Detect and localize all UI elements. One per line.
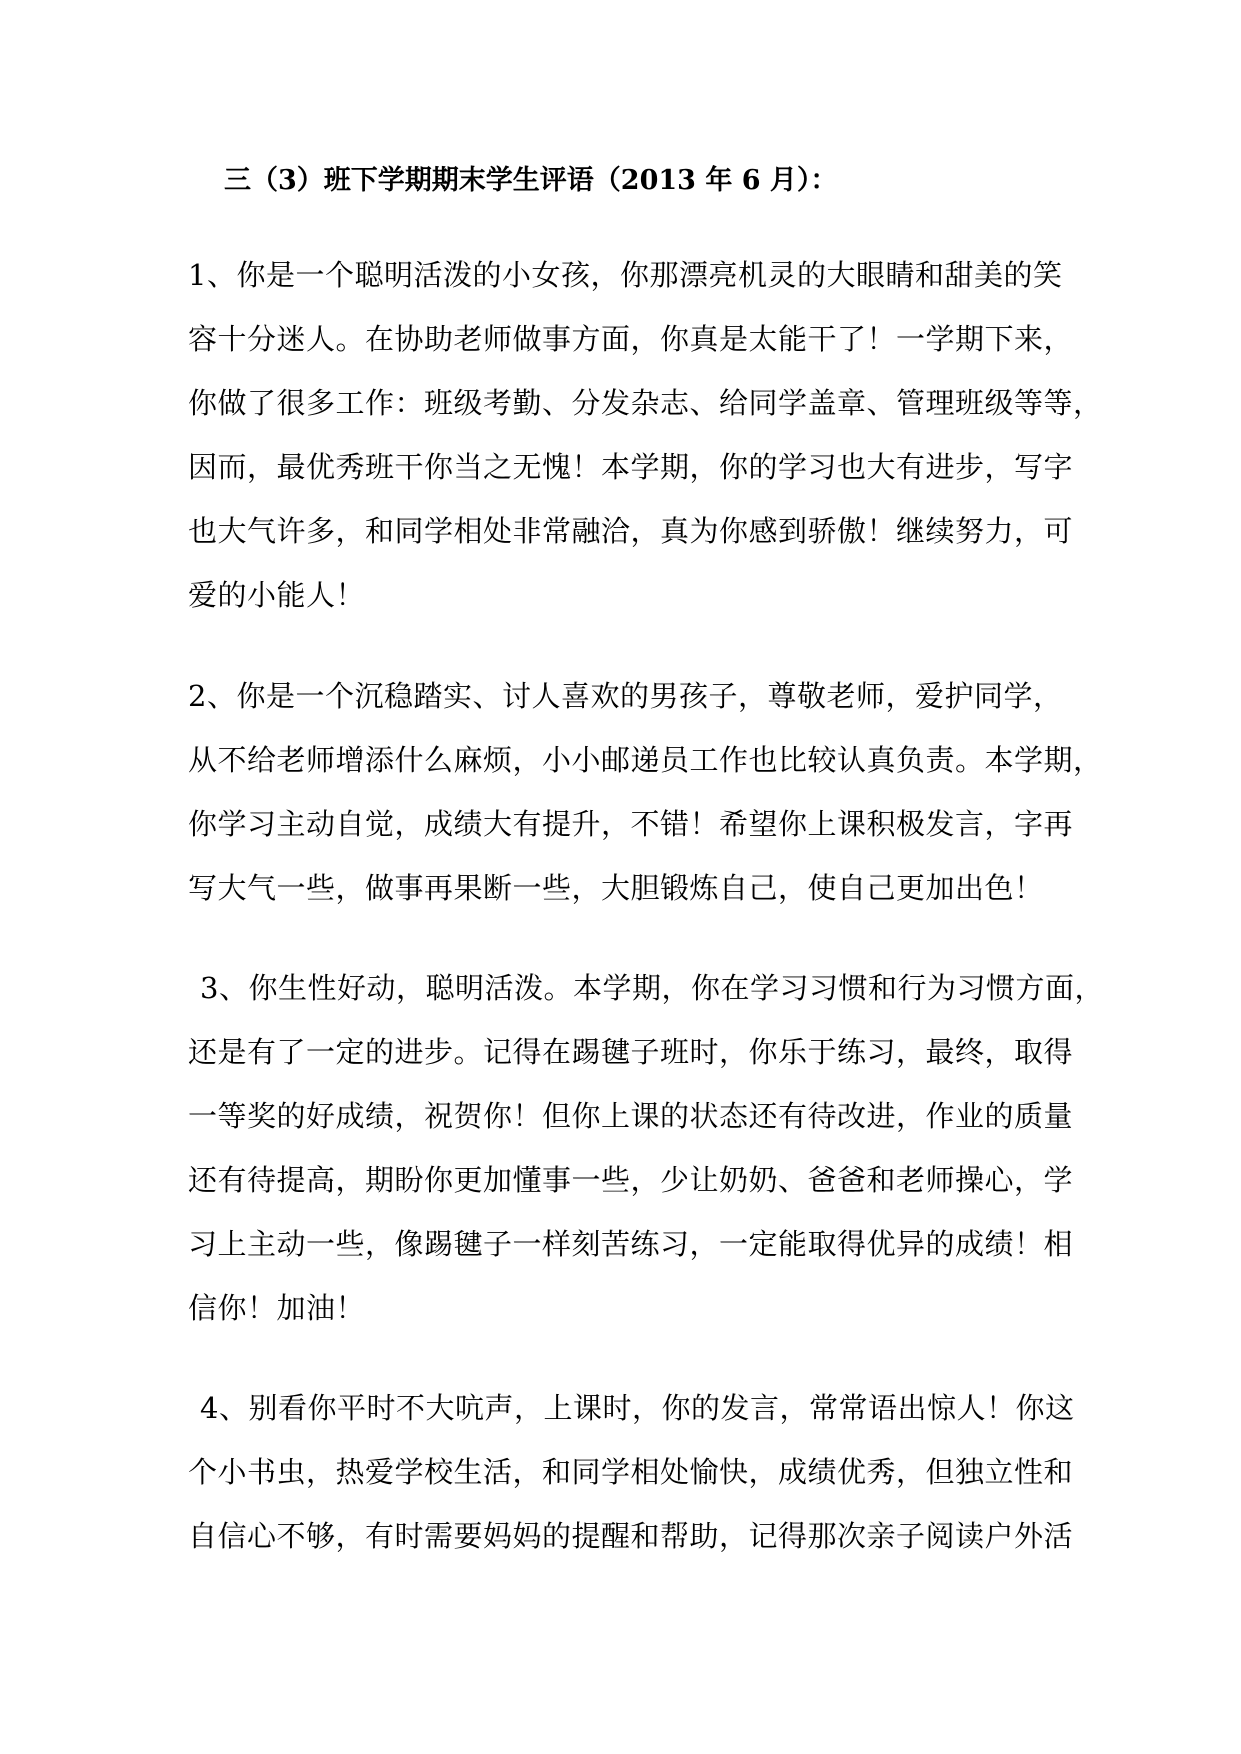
paragraph-line: 4、别看你平时不大吭声，上课时，你的发言，常常语出惊人！你这: [200, 1391, 1075, 1425]
paragraph-line: 因而，最优秀班干你当之无愧！本学期，你的学习也大有进步，写字: [188, 450, 1074, 484]
paragraph-line: 容十分迷人。在协助老师做事方面，你真是太能干了！一学期下来，: [188, 322, 1074, 356]
comment-paragraph-2: [188, 664, 1103, 920]
paragraph-line: 也大气许多，和同学相处非常融洽，真为你感到骄傲！继续努力，可: [188, 514, 1074, 548]
paragraph-line: 一等奖的好成绩，祝贺你！但你上课的状态还有待改进，作业的质量: [188, 1099, 1074, 1133]
paragraph-line: 个小书虫，热爱学校生活，和同学相处愉快，成绩优秀，但独立性和: [188, 1455, 1074, 1489]
paragraph-line: 信你！加油！: [188, 1291, 366, 1325]
paragraph-line: 爱的小能人！: [188, 578, 366, 612]
paragraph-line: 从不给老师增添什么麻烦，小小邮递员工作也比较认真负责。本学期，: [188, 743, 1103, 777]
comment-paragraph-1: [188, 243, 1103, 627]
paragraph-line: 习上主动一些，像踢毽子一样刻苦练习，一定能取得优异的成绩！相: [188, 1227, 1074, 1261]
paragraph-line: 2、你是一个沉稳踏实、讨人喜欢的男孩子，尊敬老师，爱护同学，: [188, 679, 1063, 713]
comment-paragraph-4: [188, 1376, 1075, 1568]
document-title: 三（3）班下学期期末学生评语（2013 年 6 月）：: [224, 165, 838, 196]
paragraph-line: 你做了很多工作：班级考勤、分发杂志、给同学盖章、管理班级等等，: [188, 386, 1103, 420]
paragraph-line: 还有待提高，期盼你更加懂事一些，少让奶奶、爸爸和老师操心，学: [188, 1163, 1074, 1197]
paragraph-line: 还是有了一定的进步。记得在踢毽子班时，你乐于练习，最终，取得: [188, 1035, 1074, 1069]
comment-paragraph-3: [188, 956, 1104, 1340]
paragraph-line: 1、你是一个聪明活泼的小女孩，你那漂亮机灵的大眼睛和甜美的笑: [188, 258, 1063, 292]
paragraph-line: 3、你生性好动，聪明活泼。本学期，你在学习习惯和行为习惯方面，: [200, 971, 1104, 1005]
paragraph-line: 你学习主动自觉，成绩大有提升，不错！希望你上课积极发言，字再: [188, 807, 1074, 841]
paragraph-line: 自信心不够，有时需要妈妈的提醒和帮助，记得那次亲子阅读户外活: [188, 1519, 1074, 1553]
paragraph-line: 写大气一些，做事再果断一些，大胆锻炼自己，使自己更加出色！: [188, 871, 1044, 905]
